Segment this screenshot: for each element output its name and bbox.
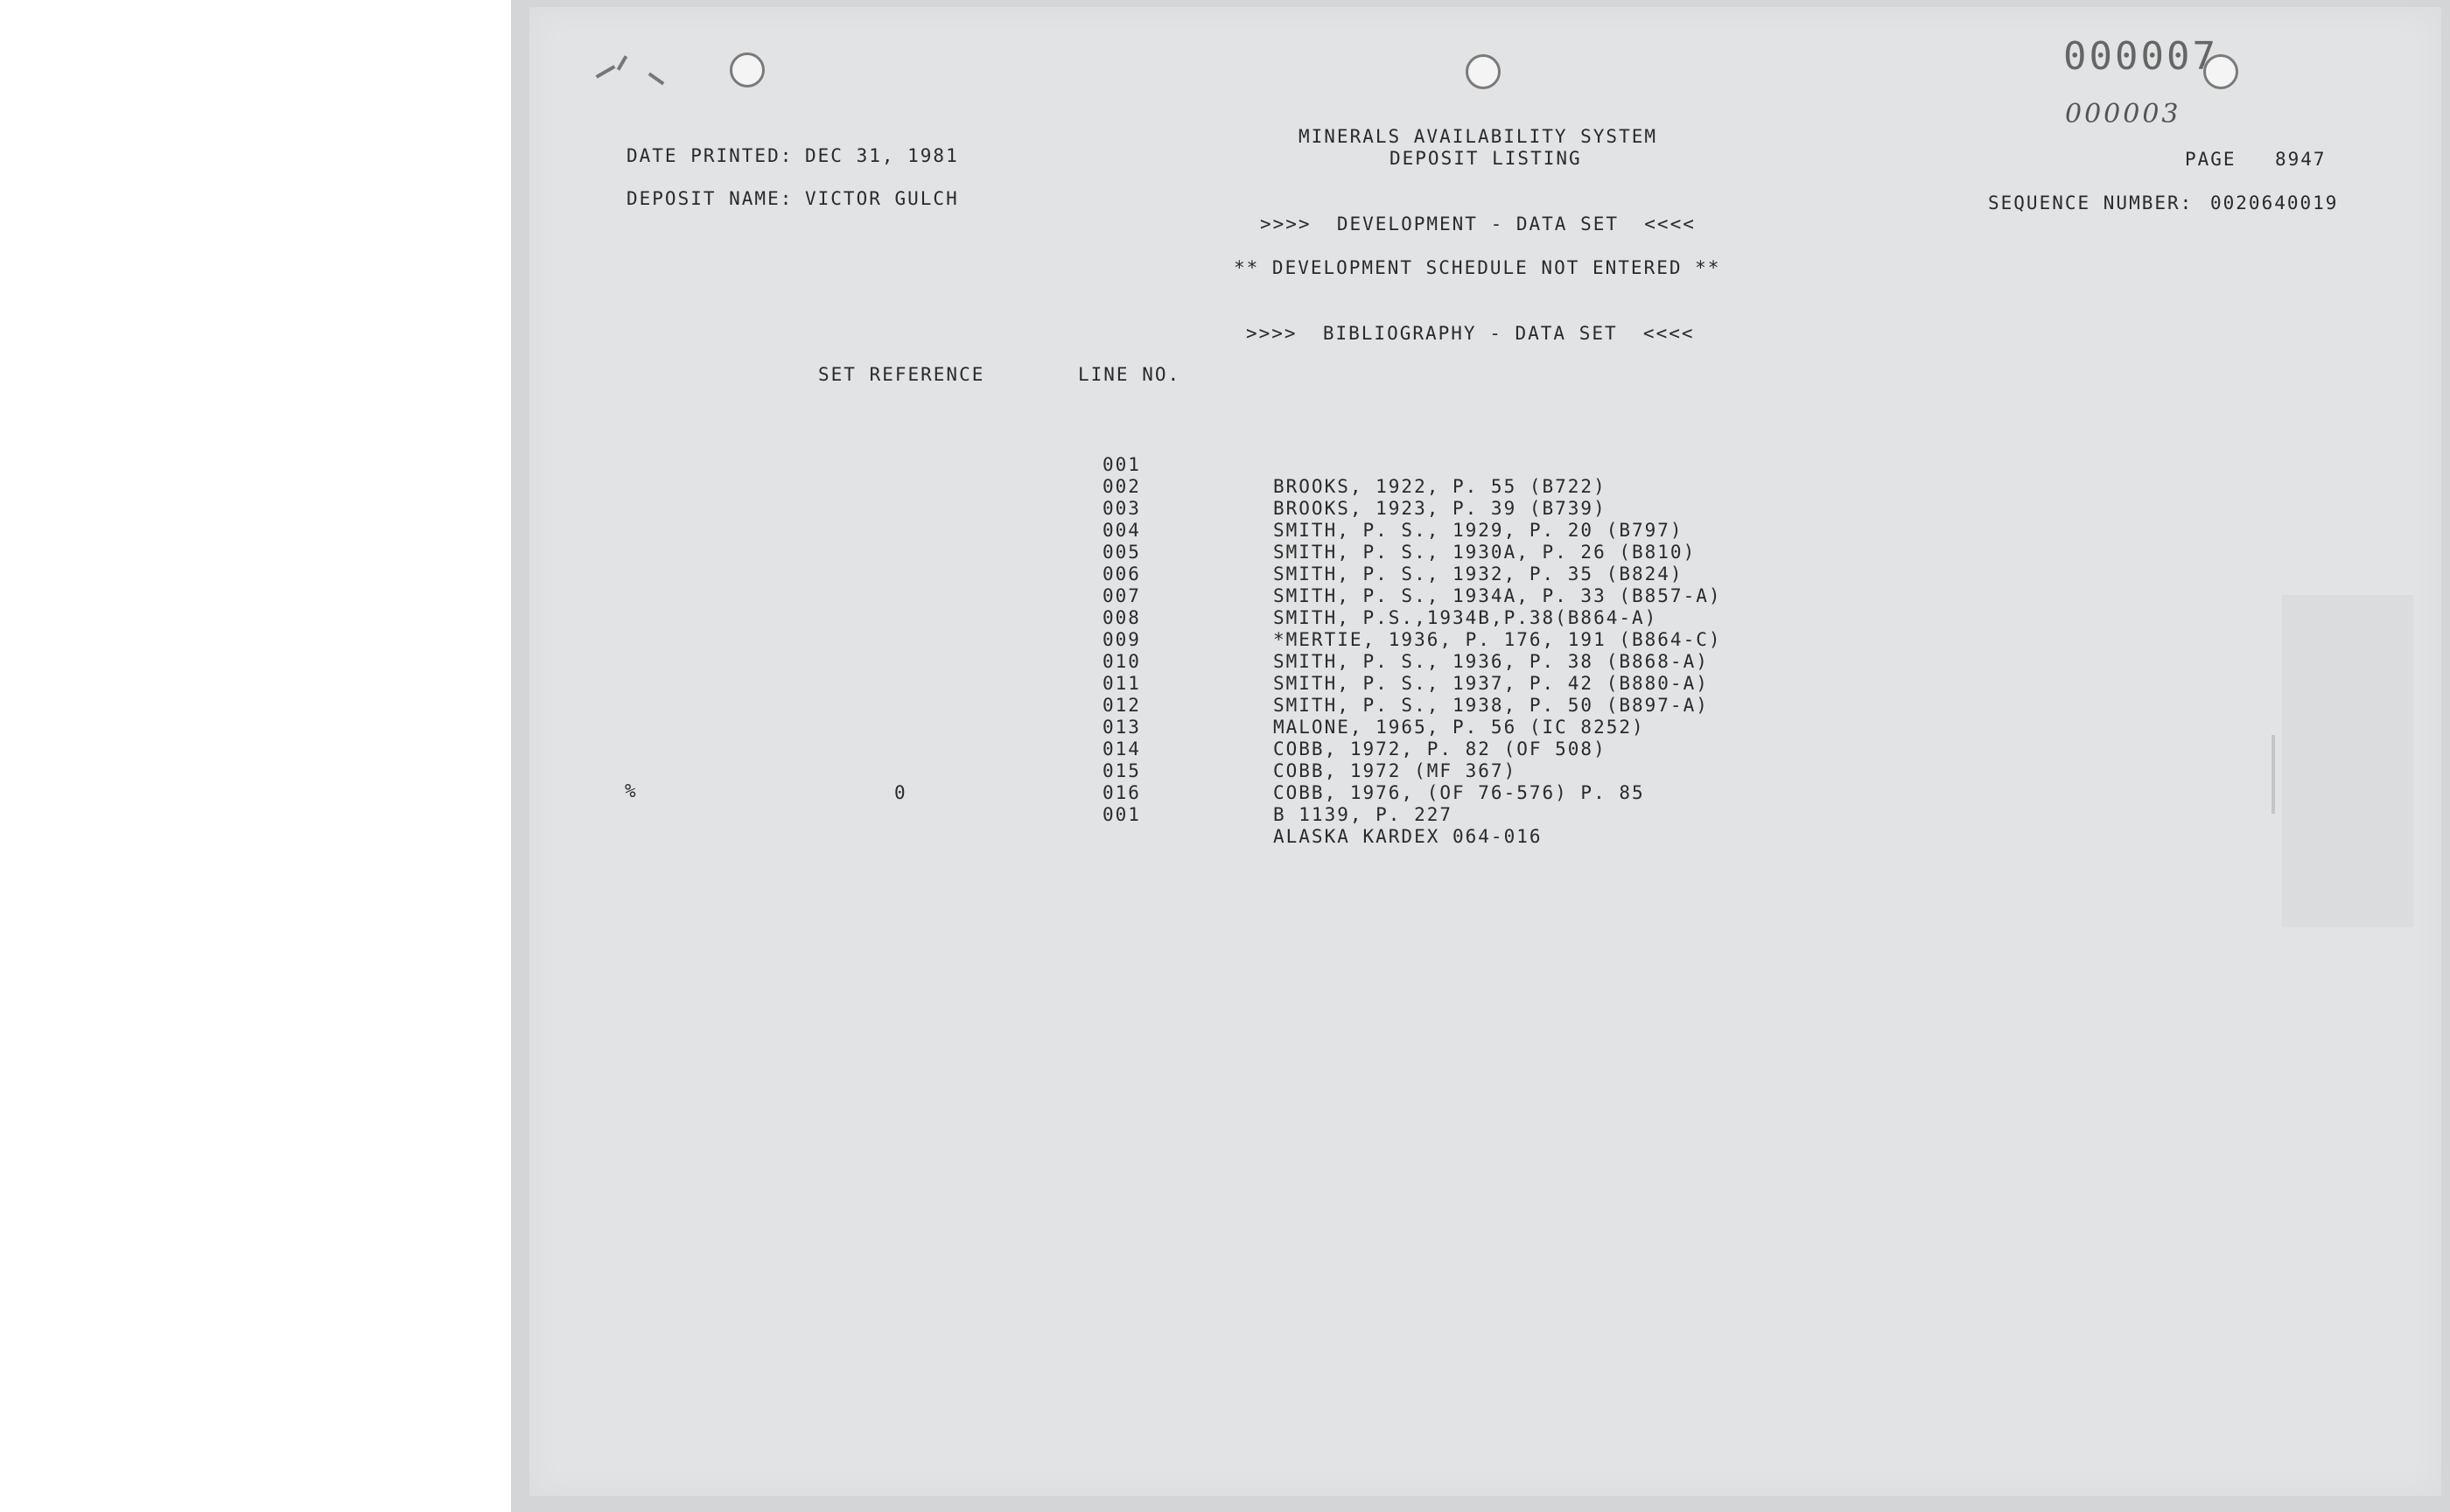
reference-text: ALASKA KARDEX 064-016 (1273, 826, 1543, 847)
line-number: 005 (1102, 542, 1141, 563)
system-title: MINERALS AVAILABILITY SYSTEM (1298, 126, 1658, 147)
deposit-name-label: DEPOSIT NAME: (626, 188, 794, 209)
line-number: 014 (1102, 738, 1141, 760)
line-number: 013 (1102, 717, 1141, 738)
line-number: 003 (1102, 498, 1141, 519)
reference-text: SMITH, P. S., 1936, P. 38 (B868-A) (1273, 651, 1709, 672)
reference-text: SMITH, P. S., 1932, P. 35 (B824) (1273, 564, 1684, 584)
line-number: 015 (1102, 760, 1141, 781)
reference-text: SMITH, P. S., 1938, P. 50 (B897-A) (1273, 695, 1709, 716)
reference-text: B 1139, P. 227 (1273, 804, 1453, 825)
page-number: 8947 (2275, 149, 2327, 170)
punch-hole-left (730, 52, 765, 88)
reference-text: SMITH, P. S., 1934A, P. 33 (B857-A) (1273, 585, 1722, 606)
reference-text: COBB, 1976, (OF 76-576) P. 85 (1273, 782, 1645, 803)
line-number: 008 (1102, 607, 1141, 628)
line-number: 002 (1102, 476, 1141, 497)
development-heading: >>>> DEVELOPMENT - DATA SET <<<< (1260, 214, 1696, 234)
line-number: 011 (1102, 673, 1141, 694)
reference-text: COBB, 1972, P. 82 (OF 508) (1273, 738, 1606, 760)
scan-smudge (2282, 595, 2413, 928)
line-number: 004 (1102, 520, 1141, 541)
bibliography-heading: >>>> BIBLIOGRAPHY - DATA SET <<<< (1246, 323, 1695, 344)
line-number: 009 (1102, 629, 1141, 650)
scan-smudge (2272, 735, 2275, 814)
listing-title: DEPOSIT LISTING (1390, 148, 1582, 169)
punch-hole-center (1466, 54, 1501, 89)
development-note: ** DEVELOPMENT SCHEDULE NOT ENTERED ** (1234, 257, 1721, 278)
column-header-line-no: LINE NO. (1078, 364, 1181, 385)
column-header-set-reference: SET REFERENCE (818, 364, 985, 385)
reference-text: BROOKS, 1922, P. 55 (B722) (1273, 476, 1606, 497)
date-printed-value: DEC 31, 1981 (805, 145, 959, 166)
reference-text: *MERTIE, 1936, P. 176, 191 (B864-C) (1273, 629, 1722, 650)
page-label: PAGE (2185, 149, 2236, 170)
reference-text: SMITH, P.S.,1934B,P.38(B864-A) (1273, 607, 1658, 628)
date-printed-label: DATE PRINTED: (626, 145, 794, 166)
reference-text: SMITH, P. S., 1929, P. 20 (B797) (1273, 520, 1684, 541)
line-number: 010 (1102, 651, 1141, 672)
line-number: 001 (1102, 454, 1141, 475)
reference-text: BROOKS, 1923, P. 39 (B739) (1273, 498, 1606, 519)
sequence-number-value: 0020640019 (2210, 192, 2339, 214)
footer-mark: % (625, 780, 638, 802)
set-reference: 0 (894, 782, 907, 803)
reference-text: SMITH, P. S., 1937, P. 42 (B880-A) (1273, 673, 1709, 694)
line-number: 012 (1102, 695, 1141, 716)
stamp-number: 000007 (2063, 34, 2218, 79)
line-number: 007 (1102, 585, 1141, 606)
reference-text: COBB, 1972 (MF 367) (1273, 760, 1517, 781)
line-number: 006 (1102, 564, 1141, 584)
handwritten-number: 000003 (2065, 99, 2181, 130)
reference-text: MALONE, 1965, P. 56 (IC 8252) (1273, 717, 1645, 738)
sequence-number-label: SEQUENCE NUMBER: (1988, 192, 2194, 214)
deposit-name-value: VICTOR GULCH (805, 188, 959, 209)
line-number: 001 (1102, 804, 1141, 825)
line-number: 016 (1102, 782, 1141, 803)
reference-text: SMITH, P. S., 1930A, P. 26 (B810) (1273, 542, 1697, 563)
